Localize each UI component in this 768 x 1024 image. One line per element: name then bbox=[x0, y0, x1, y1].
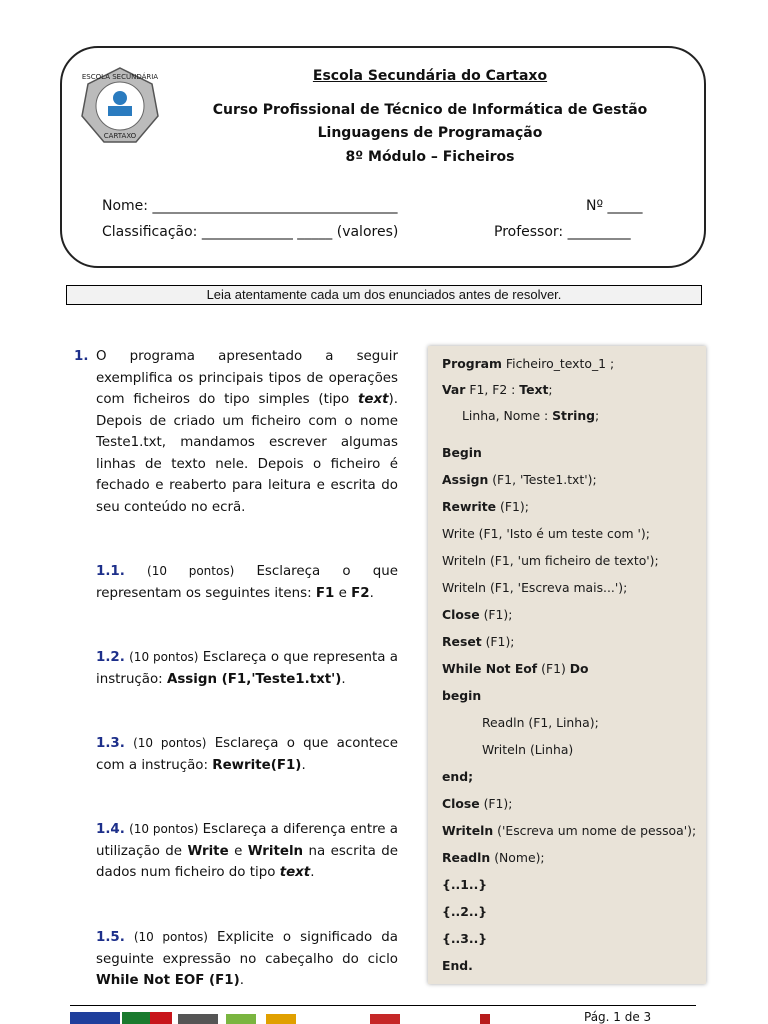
code-line: Var F1, F2 : Text; bbox=[442, 382, 553, 397]
code-line: Program Ficheiro_texto_1 ; bbox=[442, 356, 615, 371]
pascal-code-listing bbox=[428, 346, 706, 984]
logo-top-text: ESCOLA SECUNDÁRIA bbox=[81, 73, 159, 81]
classification-label: Classificação: bbox=[102, 224, 198, 240]
module-title: 8º Módulo – Ficheiros bbox=[345, 149, 515, 165]
number-label: Nº bbox=[586, 198, 604, 214]
name-blank[interactable]: ___________________________________ bbox=[152, 198, 398, 214]
code-line: Begin bbox=[442, 445, 482, 460]
logo-bottom-text: CARTAXO bbox=[103, 132, 137, 140]
code-line: Reset (F1); bbox=[442, 634, 515, 649]
school-name: Escola Secundária do Cartaxo bbox=[312, 68, 548, 84]
course-title: Curso Profissional de Técnico de Informática de Gestão bbox=[212, 102, 648, 118]
subject-title: Linguagens de Programação bbox=[317, 125, 543, 141]
code-line: Rewrite (F1); bbox=[442, 499, 529, 514]
name-label: Nome: bbox=[102, 198, 149, 214]
valores-label: (valores) bbox=[336, 224, 399, 240]
funding-logos bbox=[70, 1012, 490, 1024]
school-logo bbox=[80, 66, 160, 146]
code-line: Writeln ('Escreva um nome de pessoa'); bbox=[442, 823, 697, 838]
instructions-notice: Leia atentamente cada um dos enunciados antes de resolver. bbox=[66, 285, 702, 305]
question-1-2: 1.2. (10 pontos) Esclareça o que representa a instrução: Assign (F1,'Teste1.txt'). bbox=[96, 650, 398, 687]
classification-field bbox=[102, 224, 398, 240]
code-line: Assign (F1, 'Teste1.txt'); bbox=[442, 472, 597, 487]
code-line: Linha, Nome : String; bbox=[462, 408, 600, 423]
code-line: Close (F1); bbox=[442, 607, 513, 622]
classification-blank-2[interactable]: _____ bbox=[297, 224, 333, 240]
code-line: Readln (F1, Linha); bbox=[482, 715, 599, 730]
professor-blank[interactable]: _________ bbox=[567, 224, 631, 240]
name-field bbox=[102, 198, 397, 214]
code-line: Writeln (F1, 'Escreva mais...'); bbox=[442, 580, 628, 595]
question-1-4: 1.4. (10 pontos) Esclareça a diferença entre a utilização de Write e Writeln na escrita de dados num ficheiro do tipo text. bbox=[96, 822, 398, 880]
code-line: End. bbox=[442, 958, 473, 973]
code-line: {..1..} bbox=[442, 877, 488, 892]
number-field bbox=[586, 198, 643, 214]
classification-blank[interactable]: _____________ bbox=[201, 224, 293, 240]
question-1-text: O programa apresentado a seguir exemplifica os principais tipos de operações com ficheiros do tipo simples (tipo text). Depois de criado um ficheiro com o nome Teste1.txt, mandamos escrever algumas linhas de texto nele. Depois o ficheiro é fechado e reaberto para leitura e escrita do seu conteúdo no ecrã. bbox=[96, 349, 398, 515]
question-1-3: 1.3. (10 pontos) Esclareça o que acontece com a instrução: Rewrite(F1). bbox=[96, 736, 398, 773]
code-line: Writeln (F1, 'um ficheiro de texto'); bbox=[442, 553, 659, 568]
code-line: {..3..} bbox=[442, 931, 488, 946]
code-line: While Not Eof (F1) Do bbox=[442, 661, 589, 676]
code-line: Write (F1, 'Isto é um teste com '); bbox=[442, 526, 650, 541]
code-line: end; bbox=[442, 769, 474, 784]
code-line: Readln (Nome); bbox=[442, 850, 545, 865]
question-1-5: 1.5. (10 pontos) Explicite o significado da seguinte expressão no cabeçalho do ciclo While Not EOF (F1). bbox=[96, 930, 398, 988]
professor-field bbox=[494, 224, 631, 240]
professor-label: Professor: bbox=[494, 224, 564, 240]
code-line: begin bbox=[442, 688, 482, 703]
code-line: {..2..} bbox=[442, 904, 488, 919]
code-line: Writeln (Linha) bbox=[482, 742, 574, 757]
code-line: Close (F1); bbox=[442, 796, 513, 811]
question-1-1: 1.1. (10 pontos) Esclareça o que representam os seguintes itens: F1 e F2. bbox=[96, 564, 398, 601]
question-1-number: 1. bbox=[74, 349, 89, 364]
number-blank[interactable]: _____ bbox=[607, 198, 643, 214]
footer-divider bbox=[70, 1005, 696, 1006]
page-number: Pág. 1 de 3 bbox=[584, 1010, 652, 1024]
